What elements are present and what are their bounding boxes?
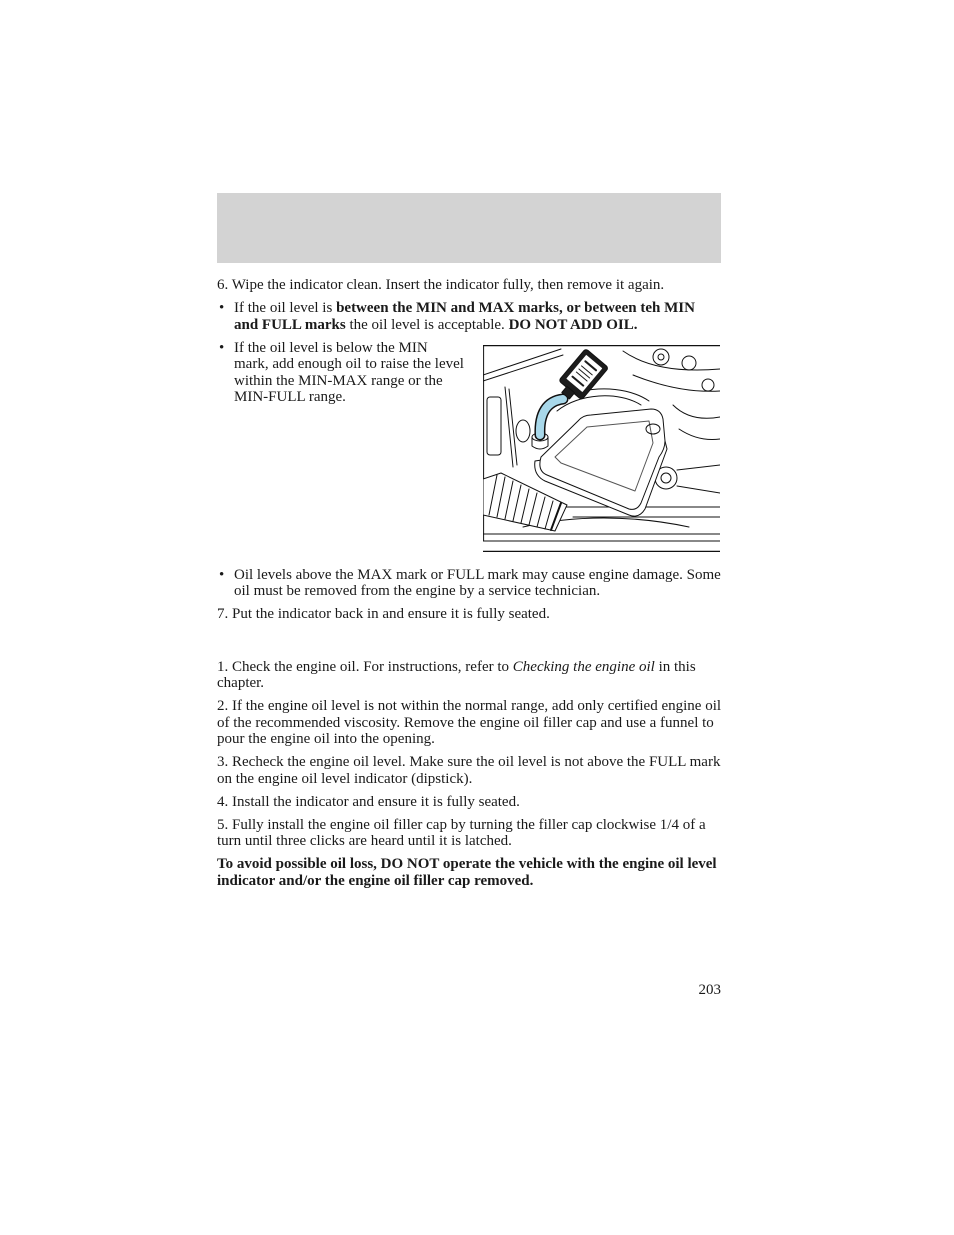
engine-oil-fill-illustration: [483, 345, 720, 552]
bullet-above-max-text: Oil levels above the MAX mark or FULL mark may cause engine damage. Some oil must be removed from the engine by a service technician.: [234, 566, 721, 599]
bullet-glyph: •: [219, 566, 225, 583]
step-1-cross-reference: Checking the engine oil: [512, 658, 655, 675]
adding-oil-step-2: 2. If the engine oil level is not within the normal range, add only certified engine oil of the recommended viscosity. Remove the engine oil filler cap and use a funnel to pour the engine oil into the opening.: [217, 698, 722, 747]
top-hose-2: [633, 375, 720, 391]
chapter-header-band: [217, 193, 721, 263]
left-component-box: [487, 397, 501, 455]
dipstick-tube-line-1: [483, 349, 561, 375]
adding-oil-step-4: 4. Install the indicator and ensure it is fully seated.: [217, 793, 520, 810]
top-right-fitting-1: [653, 349, 669, 365]
throttle-linkage-1: [677, 465, 720, 470]
left-pipe: [505, 387, 513, 467]
top-right-fitting-1-core: [658, 354, 664, 360]
bullet-oil-level-acceptable: [217, 300, 722, 333]
left-pipe-2: [509, 389, 517, 465]
step-7-reinsert-indicator: 7. Put the indicator back in and ensure it is fully seated.: [217, 606, 550, 622]
bullet-acceptable-range: between the MIN and MAX marks, or between teh MIN and FULL marks: [234, 300, 695, 333]
throttle-linkage-2: [677, 486, 720, 493]
top-right-fitting-3: [702, 379, 714, 391]
step-1-tail: in this chapter.: [217, 658, 696, 691]
bullet-glyph: •: [219, 339, 225, 356]
bullet-oil-level-above-max: [217, 567, 722, 600]
adding-oil-step-1: [217, 659, 722, 692]
page-number: 203: [698, 982, 721, 998]
right-hose-2: [679, 429, 720, 440]
throttle-body-core: [661, 473, 671, 483]
bullet-acceptable-do-not-add: DO NOT ADD OIL.: [508, 316, 638, 333]
top-hose-1: [623, 351, 720, 370]
dipstick-tube-line-2: [483, 355, 563, 381]
below-min-row: [217, 340, 722, 552]
bullet-oil-level-below-min: [217, 340, 466, 406]
bullet-below-min-text: If the oil level is below the MIN mark, add enough oil to raise the level within the MIN-MAX range or the MIN-FULL range.: [234, 339, 464, 405]
step-1-lead: 1. Check the engine oil. For instructions, refer to: [217, 658, 513, 675]
bullet-glyph: •: [219, 300, 225, 316]
right-hose: [673, 405, 720, 418]
bullet-acceptable-middle: the oil level is acceptable.: [345, 316, 509, 333]
oil-loss-warning: To avoid possible oil loss, DO NOT operate the vehicle with the engine oil level indicator and/or the engine oil filler cap removed.: [217, 856, 717, 889]
top-right-fitting-2: [682, 356, 696, 370]
bullet-acceptable-lead: If the oil level is: [234, 300, 337, 316]
step-6-wipe-indicator: 6. Wipe the indicator clean. Insert the indicator fully, then remove it again.: [217, 277, 665, 293]
page-content: [217, 277, 722, 896]
left-sensor: [516, 420, 530, 442]
adding-oil-step-3: 3. Recheck the engine oil level. Make sure the oil level is not above the FULL mark on the engine oil level indicator (dipstick).: [217, 754, 721, 787]
adding-oil-step-5: 5. Fully install the engine oil filler cap by turning the filler cap clockwise 1/4 of a turn until three clicks are heard until it is latched.: [217, 816, 706, 849]
oil-stream: [540, 399, 563, 435]
